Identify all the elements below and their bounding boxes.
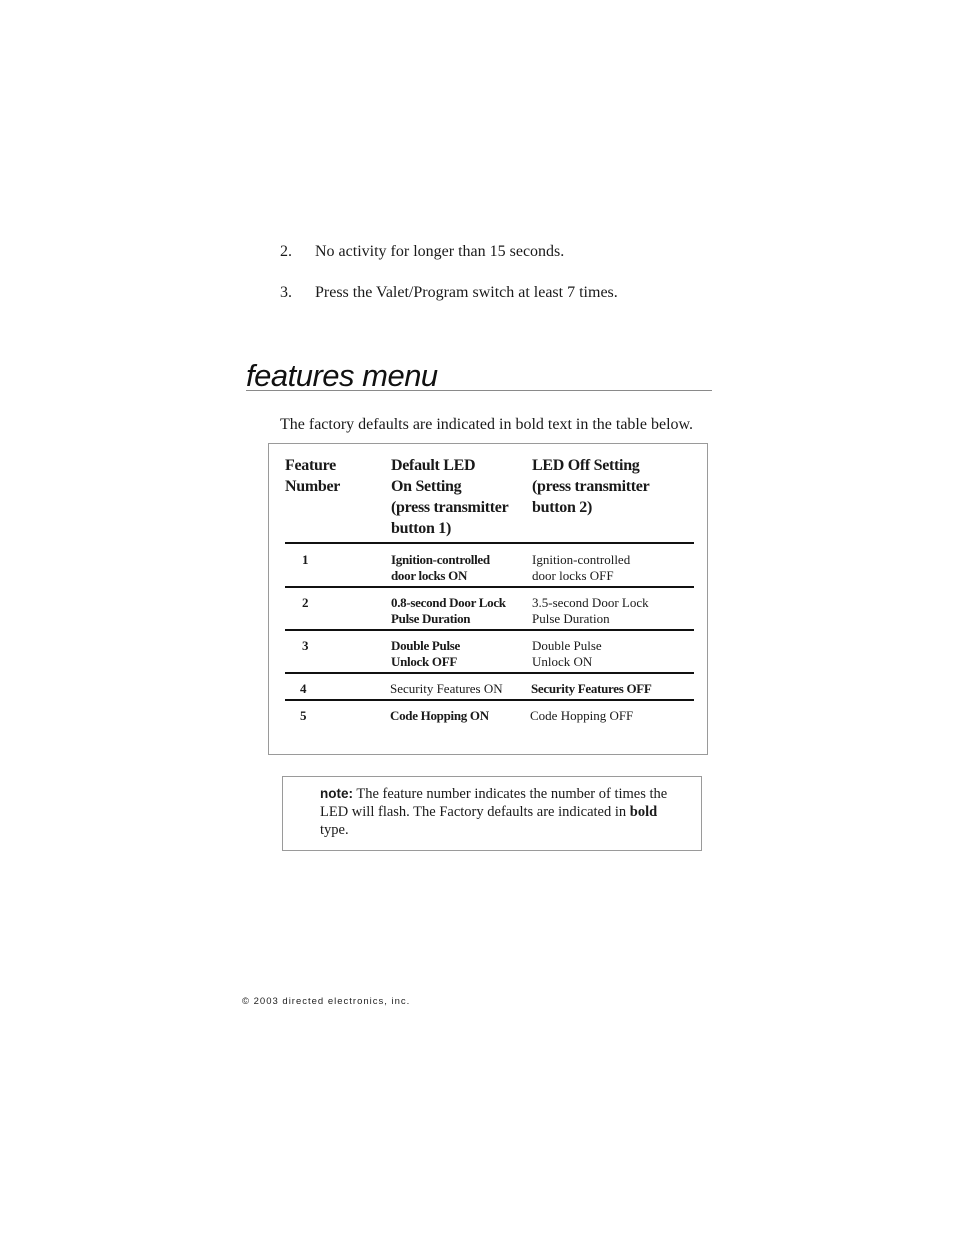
header-default-led-on: [391, 455, 508, 539]
cell-line: Ignition-controlled: [532, 552, 631, 567]
header-led-off: [532, 455, 649, 518]
header-line: Number: [285, 478, 341, 495]
row-4-number: 4: [300, 681, 307, 696]
cell-line: Unlock OFF: [391, 654, 457, 669]
row-4-on: [390, 681, 503, 697]
row-2-off: [532, 595, 649, 627]
cell-line: 0.8-second Door Lock: [391, 595, 506, 610]
step-text: Press the Valet/Program switch at least 7 times.: [315, 284, 618, 301]
header-line: (press transmitter: [532, 478, 650, 495]
row-1-number: 1: [302, 552, 309, 567]
row-3-number: 3: [302, 638, 309, 653]
header-line: Feature: [285, 457, 336, 474]
header-line: button 1): [391, 520, 451, 537]
header-line: On Setting: [391, 478, 462, 495]
step-2: [280, 242, 564, 262]
cell-line: Pulse Duration: [532, 611, 610, 626]
row-5-on: [390, 708, 489, 724]
row-5-number: 5: [300, 708, 307, 723]
row-5-off: [530, 708, 633, 724]
row-3-off: [532, 638, 602, 670]
note-body: The feature number indicates the number of times the LED will flash. The Factory defaults are indicated in: [320, 786, 668, 820]
cell-line: door locks OFF: [532, 568, 614, 583]
table-divider: [285, 699, 694, 701]
table-divider: [285, 629, 694, 631]
header-line: (press transmitter: [391, 499, 509, 516]
row-1-on: [391, 552, 490, 584]
copyright-footer: © 2003 directed electronics, inc.: [242, 996, 411, 1007]
row-4-off: [531, 681, 652, 697]
step-number: 2.: [280, 243, 292, 260]
cell-line: Unlock ON: [532, 654, 593, 669]
intro-paragraph: The factory defaults are indicated in bold text in the table below.: [280, 416, 694, 433]
table-divider: [285, 672, 694, 674]
header-line: LED Off Setting: [532, 457, 640, 474]
cell-line: Code Hopping OFF: [530, 708, 634, 723]
note-text: [320, 785, 680, 839]
header-feature-number: [285, 455, 340, 497]
table-divider: [285, 586, 694, 588]
cell-line: Double Pulse: [532, 638, 602, 653]
section-heading: features menu: [246, 358, 438, 393]
cell-line: Ignition-controlled: [391, 552, 490, 567]
row-3-on: [391, 638, 460, 670]
cell-line: Double Pulse: [391, 638, 460, 653]
cell-line: Pulse Duration: [391, 611, 471, 626]
cell-line: door locks ON: [391, 568, 468, 583]
row-1-off: [532, 552, 630, 584]
cell-line: Code Hopping ON: [390, 708, 489, 723]
step-3: [280, 283, 618, 303]
step-text: No activity for longer than 15 seconds.: [315, 243, 565, 260]
table-divider: [285, 542, 694, 544]
note-body-end: type.: [320, 822, 349, 838]
note-label: note:: [320, 786, 353, 801]
header-line: Default LED: [391, 457, 476, 474]
header-line: button 2): [532, 499, 592, 516]
cell-line: Security Features ON: [390, 681, 503, 696]
row-2-number: 2: [302, 595, 309, 610]
cell-line: 3.5-second Door Lock: [532, 595, 649, 610]
cell-line: Security Features OFF: [531, 681, 652, 696]
step-number: 3.: [280, 284, 292, 301]
heading-rule: [246, 390, 712, 391]
row-2-on: [391, 595, 506, 627]
note-bold-word: bold: [629, 804, 658, 820]
